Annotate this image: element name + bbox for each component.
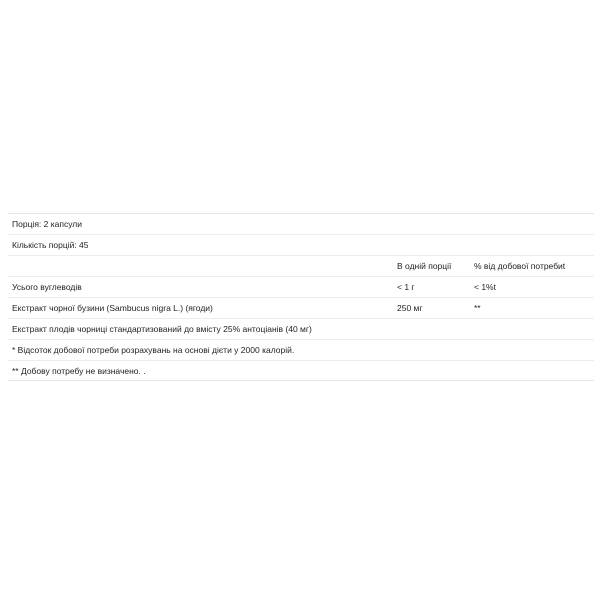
serving-size-row [8,213,594,234]
column-header-row [8,255,594,276]
nutrient-name: Екстракт плодів чорниці стандартизований до вмісту 25% антоціанів (40 мг) [12,324,312,334]
servings-count-row [8,234,594,255]
nutrient-daily-value: < 1%t [474,282,496,292]
supplement-facts-table [8,213,594,381]
footnote-daily-value: * Відсоток добової потреби розрахувань на основі дієти у 2000 калорій. [12,345,295,355]
footnote-not-established: ** Добову потребу не визначено. . [12,366,146,376]
nutrient-name: Екстракт чорної бузини (Sambucus nigra L.) (ягоди) [12,303,213,313]
nutrient-row [8,318,594,339]
nutrient-name: Усього вуглеводів [12,282,82,292]
daily-value-header: % від добової потребиt [474,261,566,271]
footnote-row [8,360,594,381]
serving-size: Порція: 2 капсули [12,219,82,229]
nutrient-row [8,276,594,297]
nutrient-amount: < 1 г [397,282,415,292]
per-serving-header: В одній порції [397,261,452,271]
nutrient-row [8,297,594,318]
servings-count: Кількість порцій: 45 [12,240,89,250]
nutrient-daily-value: ** [474,303,481,313]
footnote-row [8,339,594,360]
nutrient-amount: 250 мг [397,303,423,313]
